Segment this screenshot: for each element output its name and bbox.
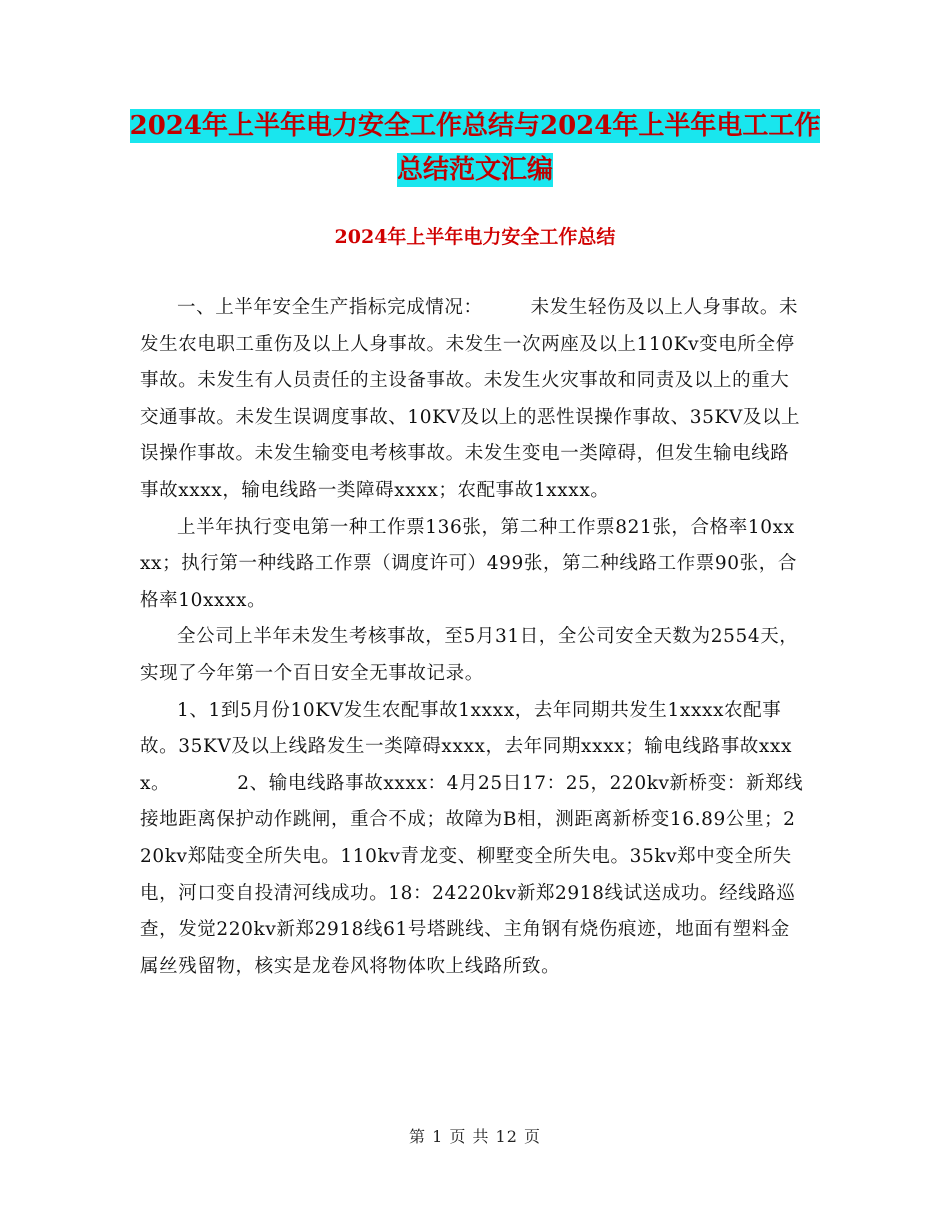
paragraph: 一、上半年安全生产指标完成情况： 未发生轻伤及以上人身事故。未发生农电职工重伤及以上人身事故。未发生一次两座及以上110Kv变电所全停事故。未发生有人员责任的主设备事故。未发生火灾事故和同责及以上的重大交通事故。未发生误调度事故、10KV及以上的恶性误操作事故、35KV及以上误操作事故。未发生输变电考核事故。未发生变电一类障碍，但发生输电线路事故xxxx，输电线路一类障碍xxxx；农配事故1xxxx。 [140, 297, 801, 501]
paragraph: 1、1到5月份10KV发生农配事故1xxxx，去年同期共发生1xxxx农配事故。35KV及以上线路发生一类障碍xxxx，去年同期xxxx；输电线路事故xxxx。 2、输电线路事故xxxx：4月25日17：25，220kv新桥变：新郑线接地距离保护动作跳闸，重合不成；故障为B相，测距离新桥变16.89公里；220kv郑陆变全所失电。110kv青龙变、柳墅变全所失电。35kv郑中变全所失电，河口变自投清河线成功。18：24220kv新郑2918线试送成功。经线路巡查，发觉220kv新郑2918线61号塔跳线、主角钢有烧伤痕迹，地面有塑料金属丝残留物，核实是龙卷风将物体吹上线路所致。 [140, 699, 804, 977]
document-body [140, 290, 805, 985]
page-number: 第 1 页 共 12 页 [409, 1127, 541, 1146]
document-title [120, 104, 830, 192]
document-title-text: 2024年上半年电力安全工作总结与2024年上半年电工工作总结范文汇编 [129, 111, 821, 185]
paragraph: 上半年执行变电第一种工作票136张，第二种工作票821张，合格率10xxxx；执行第一种线路工作票（调度许可）499张，第二种线路工作票90张，合格率10xxxx。 [140, 516, 797, 611]
paragraph: 全公司上半年未发生考核事故，至5月31日，全公司安全天数为2554天，实现了今年第一个百日安全无事故记录。 [140, 626, 799, 684]
section-title: 2024年上半年电力安全工作总结 [334, 226, 616, 248]
